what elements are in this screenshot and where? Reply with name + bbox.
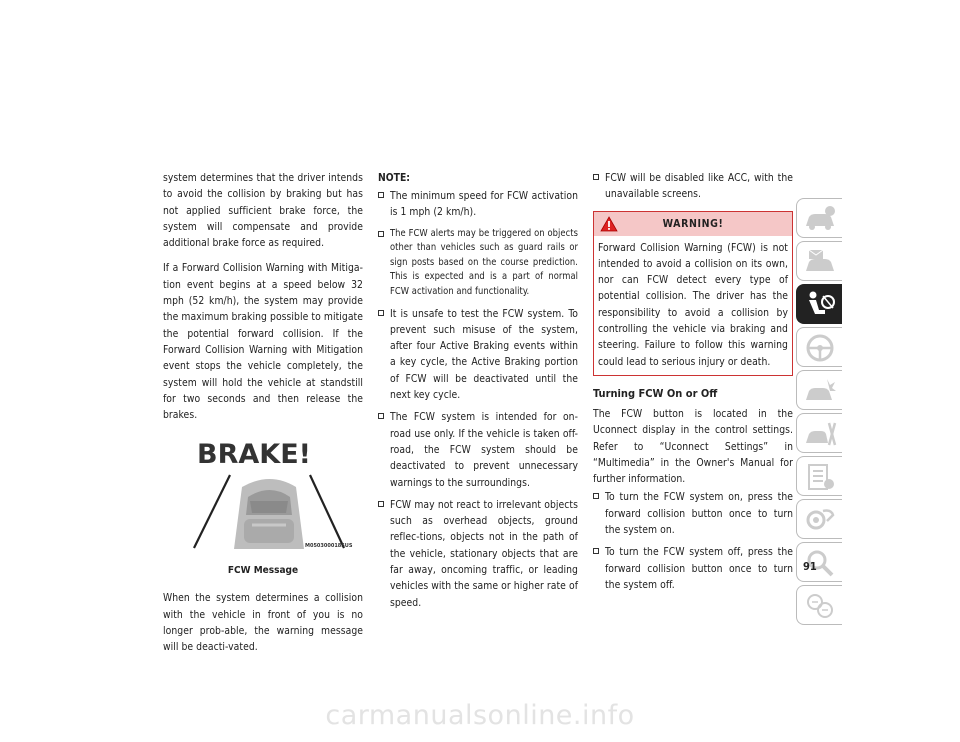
- fcw-message-figure: [192, 435, 355, 560]
- paragraph-fcw-button: The FCW button is located in the Uconnect display in the control settings. Refer to “Uconnect Settings” in “Multimedia” in the Owner's Manual for further information.: [593, 407, 793, 486]
- column-1: [163, 170, 363, 656]
- tab-starting[interactable]: [796, 327, 842, 367]
- checkbox-bullet-icon: [378, 501, 384, 507]
- vehicle-mail-icon: [803, 247, 837, 277]
- note-bullet-text: The minimum speed for FCW activation is 1 mph (2 km/h).: [390, 190, 578, 219]
- checkbox-bullet-icon: [593, 493, 599, 499]
- checkbox-bullet-icon: [378, 413, 384, 419]
- vehicle-tools-icon: [803, 419, 837, 449]
- turn-on-text: To turn the FCW system on, press the forward collision button once to turn the system on.: [605, 491, 793, 537]
- warning-triangle-icon: [600, 216, 618, 232]
- checkbox-bullet-icon: [378, 310, 384, 316]
- tab-language[interactable]: [796, 585, 842, 625]
- figure-caption: FCW Message: [227, 565, 299, 577]
- tab-servicing[interactable]: [796, 413, 842, 453]
- turn-on-bullet: [593, 489, 793, 538]
- checkbox-bullet-icon: [593, 548, 599, 554]
- acc-bullet-text: FCW will be disabled like ACC, with the unavailable screens.: [605, 172, 793, 201]
- note-label: NOTE:: [378, 172, 410, 184]
- tab-safety[interactable]: [796, 284, 842, 324]
- section-title: Turning FCW On or Off: [593, 386, 718, 400]
- turn-off-bullet: [593, 544, 793, 593]
- turn-off-text: To turn the FCW system off, press the forward collision button once to turn the system off.: [605, 546, 793, 591]
- steering-wheel-icon: [803, 333, 837, 363]
- checkbox-bullet-icon: [378, 192, 384, 198]
- seat-airbag-icon: [803, 290, 837, 320]
- warning-title: WARNING!: [662, 217, 724, 230]
- warning-text: Forward Collision Warning (FCW) is not intended to avoid a collision on its own, nor can FCW detect every type of potential collision. The driver has the responsibility to avoid a collision by controlling the vehicle via braking and steering. Failure to follow this warning could lead to serious injury or death.: [598, 241, 788, 368]
- checkbox-bullet-icon: [378, 231, 384, 237]
- note-bullet-3: [378, 306, 578, 404]
- checkbox-bullet-icon: [593, 174, 599, 180]
- vehicle-info-icon: [803, 204, 837, 234]
- paragraph-deactivation: When the system determines a collision with the vehicle in front of you is no longer prob-able, the warning message will be deacti-vated.: [163, 592, 363, 654]
- tab-emergency[interactable]: [796, 370, 842, 410]
- note-bullet-text: FCW may not react to irrelevant objects such as overhead objects, ground reflec-tions, objects not in the path of the vehicle, stationary objects that are far away, oncoming traffic, or leading vehicles with the same or higher rate of speed.: [390, 498, 578, 609]
- gear-wrench-icon: [803, 505, 837, 535]
- note-bullet-4: [378, 409, 578, 490]
- maintenance-checklist-icon: [803, 462, 837, 492]
- page-number: 91: [803, 560, 817, 573]
- note-bullet-text: The FCW alerts may be triggered on objects other than vehicles such as guard rails or sign posts based on the course prediction. This is expected and is a part of normal FCW activation and functionality.: [390, 227, 578, 297]
- column-3: [593, 170, 793, 599]
- tab-vehicle-mail[interactable]: [796, 241, 842, 281]
- tab-vehicle-info[interactable]: [796, 198, 842, 238]
- column-2: [378, 170, 578, 617]
- tab-multimedia[interactable]: [796, 499, 842, 539]
- note-bullet-text: The FCW system is intended for on-road use only. If the vehicle is taken off-road, the FCW system should be deactivated to prevent unnecessary warnings to the surroundings.: [390, 411, 578, 489]
- warning-header: [594, 212, 792, 236]
- note-bullet-text: It is unsafe to test the FCW system. To prevent such misuse of the system, after four Active Braking events within a key cycle, the Active Braking portion of FCW will be deactivated until the next key cycle.: [390, 307, 578, 402]
- tab-specifications[interactable]: [796, 456, 842, 496]
- note-bullet-1: [378, 188, 578, 221]
- note-bullet-2: [378, 227, 578, 300]
- vehicle-crash-icon: [803, 376, 837, 406]
- language-index-icon: [803, 591, 837, 621]
- fcw-brake-illustration: [192, 435, 355, 560]
- paragraph-mitigation: If a Forward Collision Warning with Mitiga-tion event begins at a speed below 32 mph (52 km/h), the system may provide the maximum braking possible to mitigate the potential forward collision. If the Forward Collision Warning with Mitigation event stops the vehicle completely, the system will hold the vehicle at standstill for two seconds and then release the brakes.: [163, 262, 363, 422]
- figure-code: M0503000185US: [305, 543, 353, 550]
- brake-warning-text: BRAKE!: [197, 439, 311, 471]
- warning-box: [593, 211, 793, 376]
- paragraph-brake-assist: system determines that the driver intends to avoid the collision by braking but has not applied sufficient brake force, the system will compensate and provide additional brake force as required.: [163, 172, 363, 250]
- note-bullet-5: [378, 497, 578, 611]
- watermark: carmanualsonline.info: [325, 700, 635, 731]
- acc-bullet: [593, 170, 793, 203]
- car-rear-icon: [234, 479, 304, 549]
